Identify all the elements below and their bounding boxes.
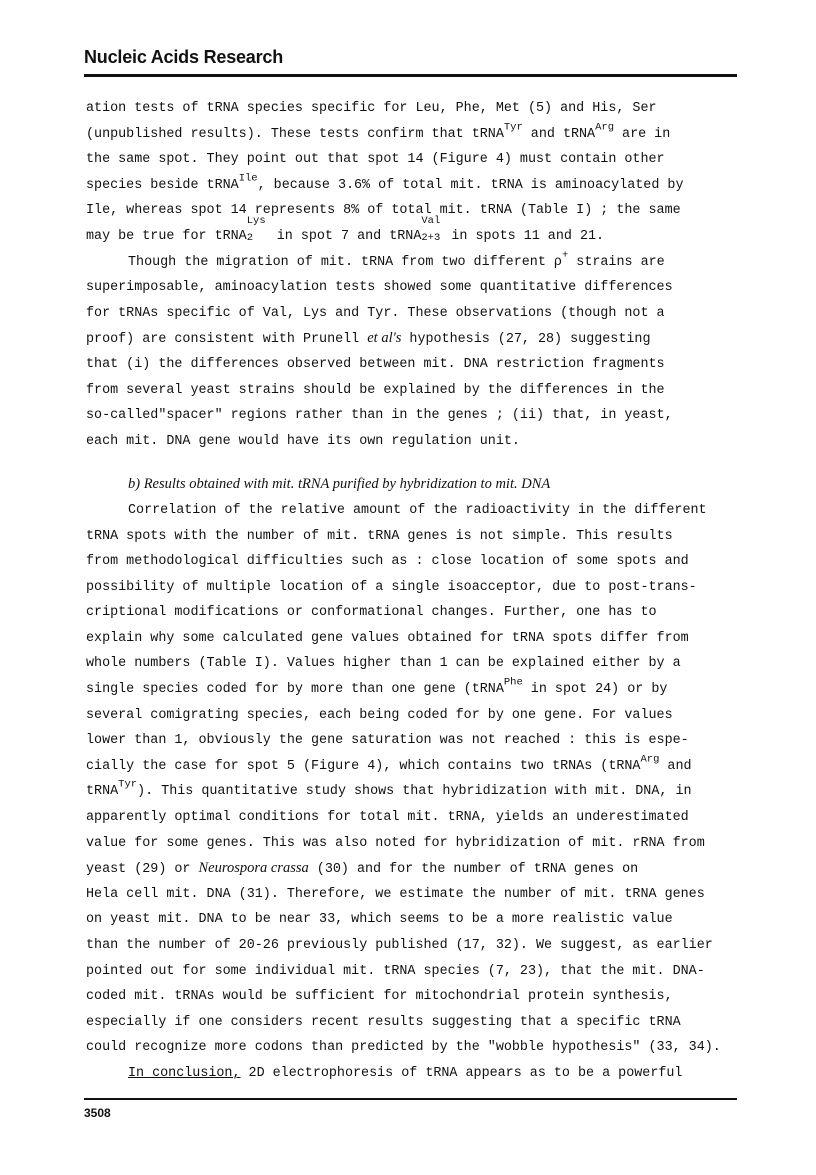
text-line: Though the migration of mit. tRNA from two different ρ+ strains are <box>128 249 665 270</box>
text-line: whole numbers (Table I). Values higher than 1 can be explained either by a <box>86 656 681 672</box>
text-line: so-called"spacer" regions rather than in the genes ; (ii) that, in yeast, <box>86 408 673 424</box>
text-line: from methodological difficulties such as : close location of some spots and <box>86 554 689 570</box>
sup-sub-script: Lys 2 <box>246 214 266 244</box>
text-line: than the number of 20-26 previously published (17, 32). We suggest, as earlier <box>86 938 713 953</box>
superscript: Ile <box>238 172 258 185</box>
text-line: Ile, whereas spot 14 represents 8% of total mit. tRNA (Table I) ; the same <box>86 203 681 219</box>
text-line: (unpublished results). These tests confirm that tRNA$^{Tyr}$ and tRNA$^{Arg}$ are in <box>86 121 671 142</box>
text-line: each mit. DNA gene would have its own regulation unit. <box>86 433 520 449</box>
superscript: Arg <box>640 753 660 766</box>
paragraph-correlation <box>86 498 746 1061</box>
text-line: cially the case for spot 5 (Figure 4), which contains two tRNAs (tRNA$^{Arg}$ and <box>86 753 692 774</box>
text-line: apparently optimal conditions for total mit. tRNA, yields an underestimated <box>86 810 689 826</box>
article-body <box>86 96 746 1087</box>
spacer <box>86 454 746 472</box>
text-line: for tRNAs specific of Val, Lys and Tyr. These observations (though not a <box>86 305 665 321</box>
underlined-text: In conclusion, <box>128 1065 241 1081</box>
text-line: the same spot. They point out that spot 14 (Figure 4) must contain other <box>86 152 665 168</box>
text-line: tRNA$^{Tyr}$). This quantitative study shows that hybridization with mit. DNA, in <box>86 779 692 800</box>
text-line: lower than 1, obviously the gene saturation was not reached : this is espe- <box>86 733 689 749</box>
text-line: explain why some calculated gene values obtained for tRNA spots differ from <box>86 630 689 646</box>
italic-text: et al's <box>367 330 402 347</box>
text-line: possibility of multiple location of a single isoacceptor, due to post-trans- <box>86 579 697 595</box>
footer-rule <box>84 1098 737 1100</box>
superscript: Tyr <box>503 121 523 134</box>
text-line: could recognize more codons than predicted by the "wobble hypothesis" (33, 34). <box>86 1040 721 1056</box>
sup-sub-script: Val 2+3 <box>421 214 441 244</box>
page-number: 3508 <box>84 1106 111 1120</box>
text-line: In conclusion, 2D electrophoresis of tRNA appears as to be a powerful <box>128 1065 683 1081</box>
text-line: Hela cell mit. DNA (31). Therefore, we estimate the number of mit. tRNA genes <box>86 886 705 902</box>
text-line: several comigrating species, each being coded for by one gene. For values <box>86 707 673 723</box>
text-line: single species coded for by more than one gene (tRNA$^{Phe}$ in spot 24) or by <box>86 676 668 698</box>
italic-text: Neurospora crassa <box>198 860 309 877</box>
text-line: value for some genes. This was also noted for hybridization of mit. rRNA from <box>86 835 705 851</box>
text-line: proof) are consistent with Prunell et al's hypothesis (27, 28) suggesting <box>86 330 651 348</box>
text-line: that (i) the differences observed between mit. DNA restriction fragments <box>86 356 665 372</box>
text-line: criptional modifications or conformational changes. Further, one has to <box>86 605 657 621</box>
superscript: Phe <box>503 676 523 689</box>
superscript: + <box>561 249 569 262</box>
text-line: species beside tRNA$^{Ile}$, because 3.6% of total mit. tRNA is aminoacylated by <box>86 172 684 193</box>
text-line: tRNA spots with the number of mit. tRNA genes is not simple. This results <box>86 528 673 544</box>
text-line: on yeast mit. DNA to be near 33, which seems to be a more realistic value <box>86 912 673 928</box>
superscript: Tyr <box>118 779 138 792</box>
text-line: especially if one considers recent results suggesting that a specific tRNA <box>86 1014 681 1030</box>
text-line: yeast (29) or Neurospora crassa (30) and for the number of tRNA genes on <box>86 860 639 878</box>
header-rule <box>84 74 737 77</box>
section-heading: b) Results obtained with mit. tRNA purified by hybridization to mit. DNA <box>128 476 551 493</box>
text-line: ation tests of tRNA species specific for Leu, Phe, Met (5) and His, Ser <box>86 101 657 116</box>
text-line: pointed out for some individual mit. tRNA species (7, 23), that the mit. DNA- <box>86 963 705 979</box>
paragraph-migration <box>86 250 746 455</box>
text-line: from several yeast strains should be explained by the differences in the <box>86 382 665 398</box>
text-line: coded mit. tRNAs would be sufficient for mitochondrial protein synthesis, <box>86 989 673 1005</box>
paragraph-aminoacylation <box>86 96 746 250</box>
journal-header: Nucleic Acids Research <box>84 47 284 67</box>
text-line: may be true for tRNA Lys 2 in spot 7 and tRNA Val 2+3 in spots 11 and 21. <box>86 214 605 244</box>
text-line: Correlation of the relative amount of the radioactivity in the different <box>128 502 707 518</box>
text-line: superimposable, aminoacylation tests showed some quantitative differences <box>86 280 673 296</box>
superscript: Arg <box>595 121 614 134</box>
